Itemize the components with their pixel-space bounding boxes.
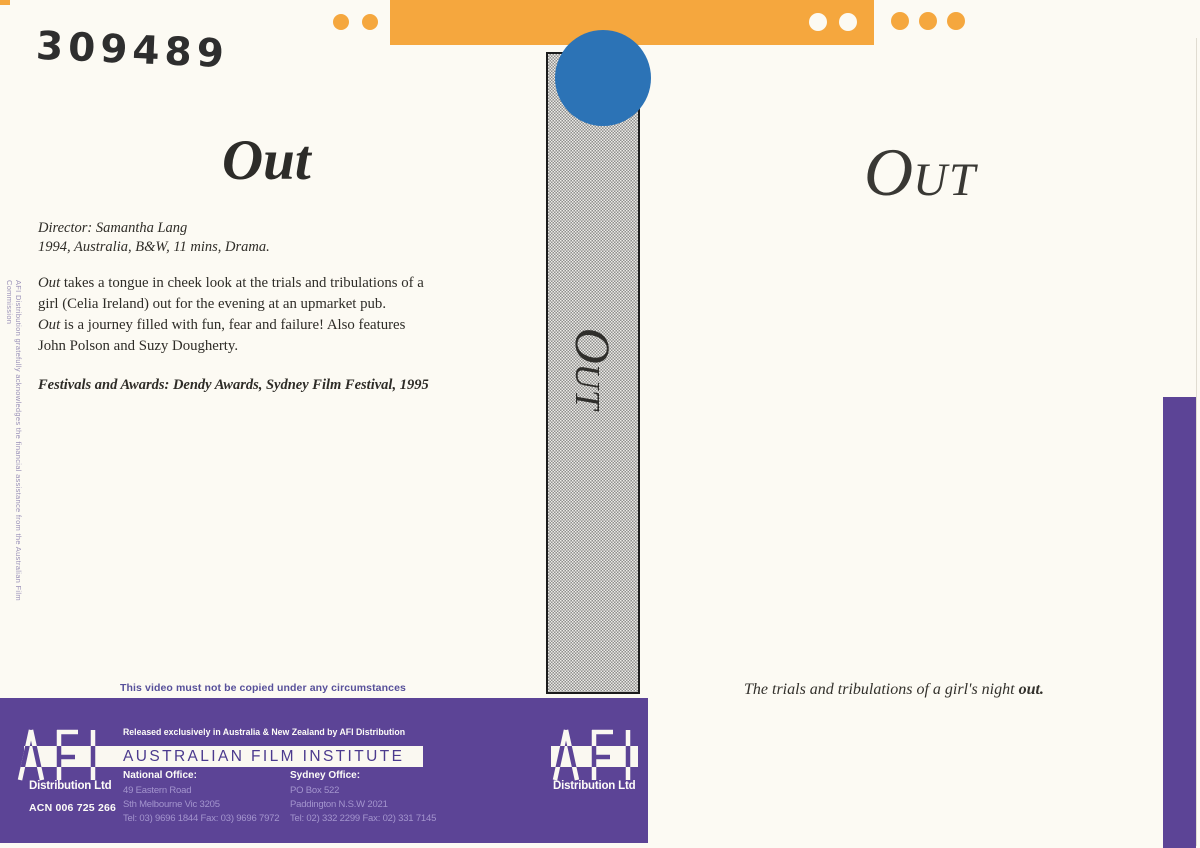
- synopsis-title-ref: Out: [38, 275, 61, 291]
- national-office-block: [123, 770, 279, 826]
- office-line: Paddington N.S.W 2021: [290, 799, 388, 810]
- synopsis-line: Out takes a tongue in cheek look at the trials and tribulations of a: [38, 275, 424, 291]
- sidebar-acknowledgement: AFI Distribution gratefully acknowledges the financial assistance from the Australian Film Commission: [5, 280, 23, 601]
- synopsis-title-ref: Out: [38, 317, 61, 333]
- synopsis: [38, 273, 498, 357]
- afi-logo: [551, 727, 637, 783]
- synopsis-line: girl (Celia Ireland) out for the evening at an upmarket pub.: [38, 296, 387, 312]
- spine-title-ut: UT: [568, 363, 607, 411]
- right-edge-strip: [1163, 397, 1196, 848]
- office-line: Tel: 03) 9696 1844 Fax: 03) 9696 7972: [123, 813, 280, 824]
- sydney-office-block: [290, 770, 436, 826]
- details-line: 1994, Australia, B&W, 11 mins, Drama.: [38, 238, 270, 255]
- office-line: PO Box 522: [290, 785, 340, 796]
- office-line: Sth Melbourne Vic 3205: [123, 799, 220, 810]
- corner-speck: [0, 0, 10, 5]
- festivals-line: Festivals and Awards: Dendy Awards, Sydney Film Festival, 1995: [38, 377, 429, 393]
- spine: [546, 52, 640, 694]
- orange-dot: [333, 14, 349, 30]
- acn-number: ACN 006 725 266: [29, 802, 117, 814]
- left-page-title: Out: [222, 129, 311, 192]
- released-line: Released exclusively in Australia & New Zealand by AFI Distribution: [123, 727, 406, 738]
- office-label: Sydney Office:: [290, 770, 361, 781]
- white-dot: [839, 13, 857, 31]
- office-label: National Office:: [123, 770, 197, 781]
- orange-dot: [362, 14, 378, 30]
- distribution-ltd-label: Distribution Ltd: [29, 780, 112, 792]
- white-dot: [809, 13, 827, 31]
- handwritten-code: 309489: [35, 23, 230, 78]
- right-title-ut: UT: [913, 154, 978, 206]
- synopsis-line: John Polson and Suzy Dougherty.: [38, 338, 239, 354]
- orange-top-bar: [390, 0, 874, 45]
- distribution-ltd-label: Distribution Ltd: [553, 780, 636, 792]
- afi-logo: [16, 727, 102, 783]
- spine-title: [564, 328, 622, 411]
- tagline: The trials and tribulations of a girl's night out.: [744, 681, 1044, 698]
- director-line: Director: Samantha Lang: [38, 220, 188, 236]
- office-line: Tel: 02) 332 2299 Fax: 02) 331 7145: [290, 813, 437, 824]
- right-page-title: [864, 133, 977, 212]
- institute-name: AUSTRALIAN FILM INSTITUTE: [123, 748, 405, 765]
- credits-block: [38, 219, 270, 256]
- orange-dot: [919, 12, 937, 30]
- spine-title-o: O: [565, 327, 621, 364]
- blue-circle-shape: [555, 30, 651, 126]
- orange-dot: [947, 12, 965, 30]
- orange-dot: [891, 12, 909, 30]
- office-line: 49 Eastern Road: [123, 785, 192, 796]
- right-title-o: O: [864, 134, 914, 210]
- copy-warning: This video must not be copied under any circumstances: [120, 682, 406, 694]
- scan-edge-line: [1196, 38, 1197, 846]
- synopsis-line: Out is a journey filled with fun, fear and failure! Also features: [38, 317, 406, 333]
